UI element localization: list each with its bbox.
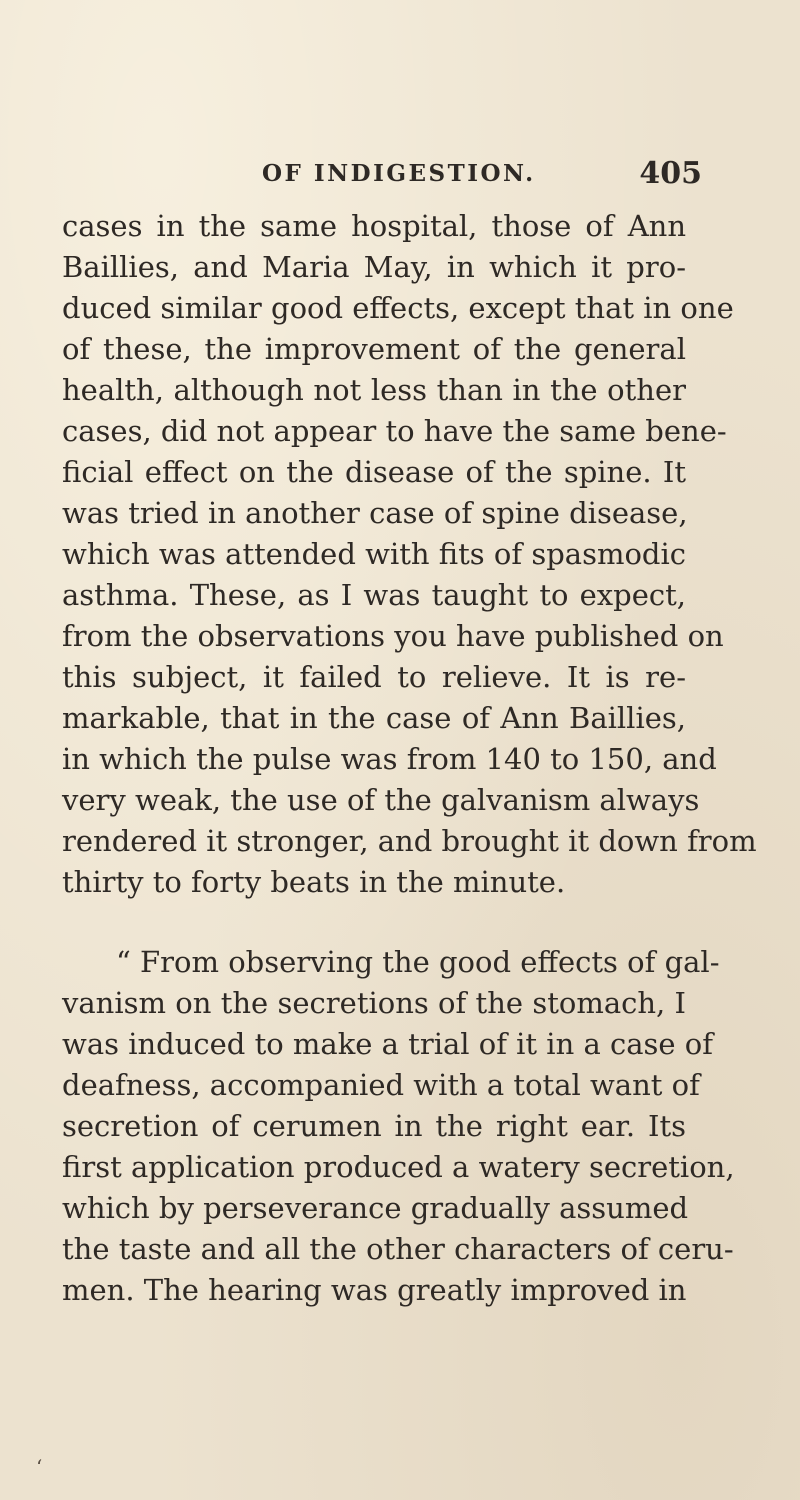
text-line: first application produced a watery secretion, [62, 1150, 735, 1184]
text-line: health, although not less than in the other [62, 373, 686, 407]
text-line: rendered it stronger, and brought it down from [62, 824, 757, 858]
text-line: cases, did not appear to have the same bene- [62, 414, 727, 448]
text-line: markable, that in the case of Ann Baillies, [62, 701, 686, 735]
text-line: in which the pulse was from 140 to 150, and [62, 742, 717, 776]
margin-mark: ‘ [36, 1455, 43, 1479]
text-line: the taste and all the other characters of ceru- [62, 1232, 734, 1266]
page-header [262, 156, 702, 200]
text-line: “ From observing the good effects of gal- [116, 945, 720, 979]
text-line: thirty to forty beats in the minute. [62, 865, 566, 899]
text-line: this subject, it failed to relieve. It is re- [62, 660, 686, 694]
text-line: of these, the improvement of the general [62, 332, 686, 366]
text-line: which by perseverance gradually assumed [62, 1191, 689, 1225]
page-number: 405 [639, 156, 702, 191]
paragraph-1 [62, 206, 757, 903]
text-line: ficial effect on the disease of the spine. It [62, 455, 686, 489]
text-line: men. The hearing was greatly improved in [62, 1273, 687, 1307]
text-line: secretion of cerumen in the right ear. Its [62, 1109, 686, 1143]
running-head: OF INDIGESTION. [262, 160, 536, 187]
text-line: cases in the same hospital, those of Ann [62, 209, 686, 243]
text-line: vanism on the secretions of the stomach, I [62, 986, 686, 1020]
text-line: very weak, the use of the galvanism always [62, 783, 700, 817]
text-line: asthma. These, as I was taught to expect, [62, 578, 686, 612]
text-line: which was attended with fits of spasmodic [62, 537, 686, 571]
text-line: from the observations you have published on [62, 619, 724, 653]
text-line: Baillies, and Maria May, in which it pro- [62, 250, 686, 284]
text-line: was induced to make a trial of it in a case of [62, 1027, 713, 1061]
text-line: was tried in another case of spine disease, [62, 496, 688, 530]
paragraph-2 [62, 942, 735, 1311]
text-line: deafness, accompanied with a total want of [62, 1068, 700, 1102]
text-line: duced similar good effects, except that in one [62, 291, 734, 325]
